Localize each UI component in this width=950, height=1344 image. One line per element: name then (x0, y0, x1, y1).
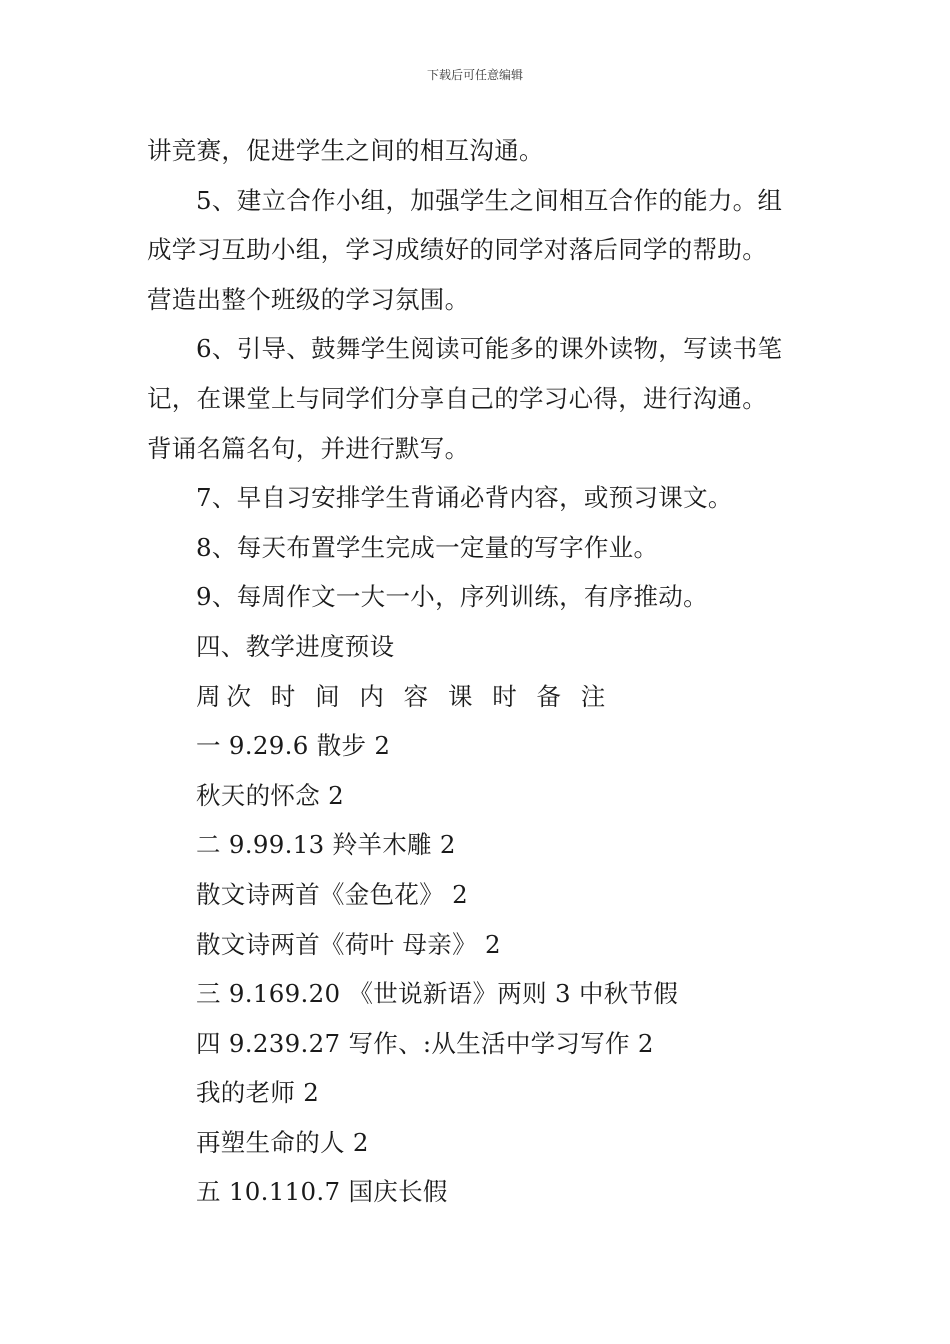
page-header: 下载后可任意编辑 (426, 68, 523, 82)
schedule-row: 一 9.29.6 散步 2 (196, 731, 391, 761)
section-heading: 四、教学进度预设 (196, 631, 395, 661)
paragraph-line: 9、每周作文一大一小，序列训练，有序推动。 (196, 582, 708, 612)
paragraph-line: 5、建立合作小组，加强学生之间相互合作的能力。组 (196, 185, 783, 215)
paragraph-line: 6、引导、鼓舞学生阅读可能多的课外读物，写读书笔 (196, 334, 783, 364)
paragraph-line: 7、早自习安排学生背诵必背内容，或预习课文。 (196, 483, 733, 513)
paragraph-line: 成学习互助小组，学习成绩好的同学对落后同学的帮助。 (147, 235, 767, 265)
schedule-row: 五 10.110.7 国庆长假 (196, 1177, 448, 1207)
schedule-row: 再塑生命的人 2 (196, 1127, 369, 1157)
schedule-row: 我的老师 2 (196, 1078, 320, 1108)
schedule-row: 二 9.99.13 羚羊木雕 2 (196, 830, 456, 860)
schedule-header-row: 周次 时 间 内 容 课 时 备 注 (196, 681, 612, 711)
schedule-row: 三 9.169.20 《世说新语》两则 3 中秋节假 (196, 979, 679, 1009)
paragraph-line: 背诵名篇名句，并进行默写。 (147, 433, 470, 463)
paragraph-line: 讲竞赛，促进学生之间的相互沟通。 (147, 136, 544, 165)
schedule-row: 散文诗两首《金色花》 2 (196, 879, 468, 909)
schedule-row: 散文诗两首《荷叶 母亲》 2 (196, 929, 501, 959)
schedule-row: 秋天的怀念 2 (196, 780, 344, 810)
document-body (147, 126, 809, 1217)
paragraph-line: 8、每天布置学生完成一定量的写字作业。 (196, 532, 659, 562)
schedule-row: 四 9.239.27 写作、:从生活中学习写作 2 (196, 1028, 654, 1058)
paragraph-line: 营造出整个班级的学习氛围。 (147, 284, 470, 314)
paragraph-line: 记，在课堂上与同学们分享自己的学习心得，进行沟通。 (147, 383, 767, 413)
